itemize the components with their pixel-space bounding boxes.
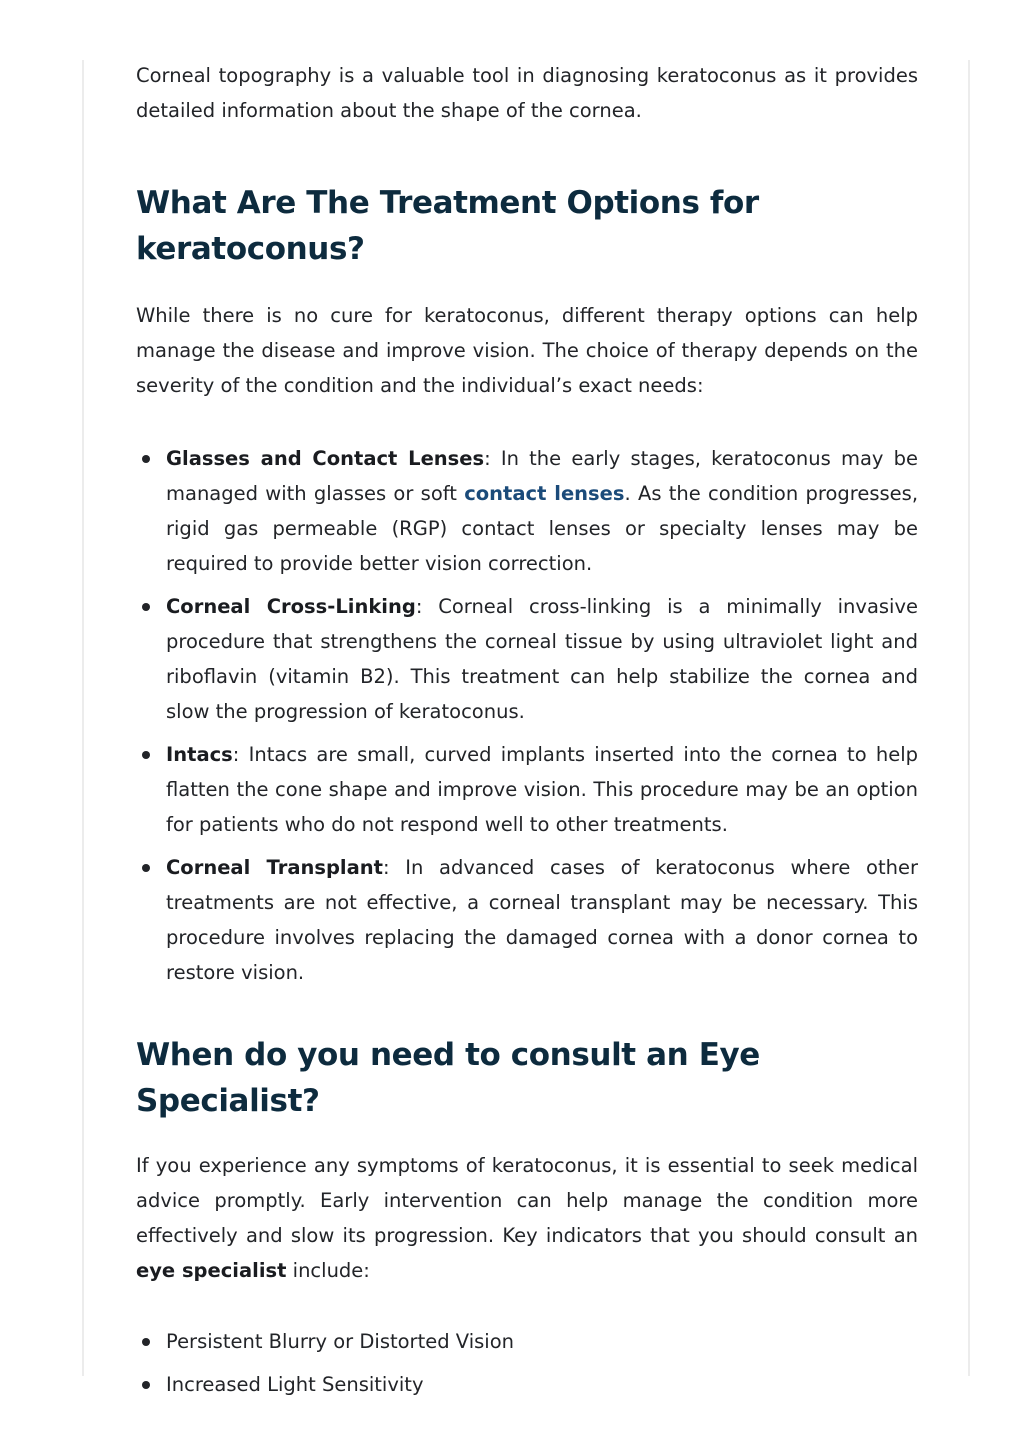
article-content [136,58,918,1410]
consult-paragraph [136,1148,918,1288]
symptom-list [136,1324,918,1402]
intro-paragraph: Corneal topography is a valuable tool in diagnosing keratoconus as it provides detailed information about the shape of the cornea. [136,64,918,122]
list-item: Persistent Blurry or Distorted Vision [136,1324,918,1359]
treatment-title: Intacs [166,743,233,766]
consult-heading: When do you need to consult an Eye Specialist? [136,1037,760,1119]
list-item [136,589,918,729]
treatment-list [136,441,918,990]
treatment-title: Glasses and Contact Lenses [166,447,485,470]
eye-specialist-bold: eye specialist [136,1259,287,1282]
list-item: Increased Light Sensitivity [136,1367,918,1402]
contact-lenses-link[interactable]: contact lenses [464,482,625,505]
consult-text: include: [286,1259,370,1282]
treatment-text: : In advanced cases of keratoconus where other treatments are not effective, a corneal transplant may be necessary. This procedure involves replacing the damaged cornea with a donor cornea to restore vision. [166,856,918,984]
treatment-title: Corneal Cross-Linking [166,595,416,618]
treatment-text: : Intacs are small, curved implants inserted into the cornea to help flatten the cone shape and improve vision. This procedure may be an option for patients who do not respond well to other treatments. [166,743,918,836]
list-item [136,737,918,842]
list-item [136,850,918,990]
treatment-text: : Corneal cross-linking is a minimally invasive procedure that strengthens the corneal tissue by using ultraviolet light and riboflavin (vitamin B2). This treatment can help stabilize the cornea and slow the progression of keratoconus. [166,595,919,723]
treatment-title: Corneal Transplant [166,856,383,879]
treatment-intro-paragraph: While there is no cure for keratoconus, different therapy options can help manage the disease and improve vision. The choice of therapy depends on the severity of the condition and the individual’s exact needs: [136,304,918,397]
treatment-text: : In the early stages, keratoconus may be managed with glasses or soft [166,447,918,505]
treatment-text: . As the condition progresses, rigid gas permeable (RGP) contact lenses or specialty lenses may be required to provide better vision correction. [166,482,919,575]
treatment-heading: What Are The Treatment Options for keratoconus? [136,185,759,267]
consult-text: If you experience any symptoms of keratoconus, it is essential to seek medical advice promptly. Early intervention can help manage the condition more effectively and slow its progression. Key indicators that you should consult an [136,1154,918,1247]
list-item [136,441,918,581]
